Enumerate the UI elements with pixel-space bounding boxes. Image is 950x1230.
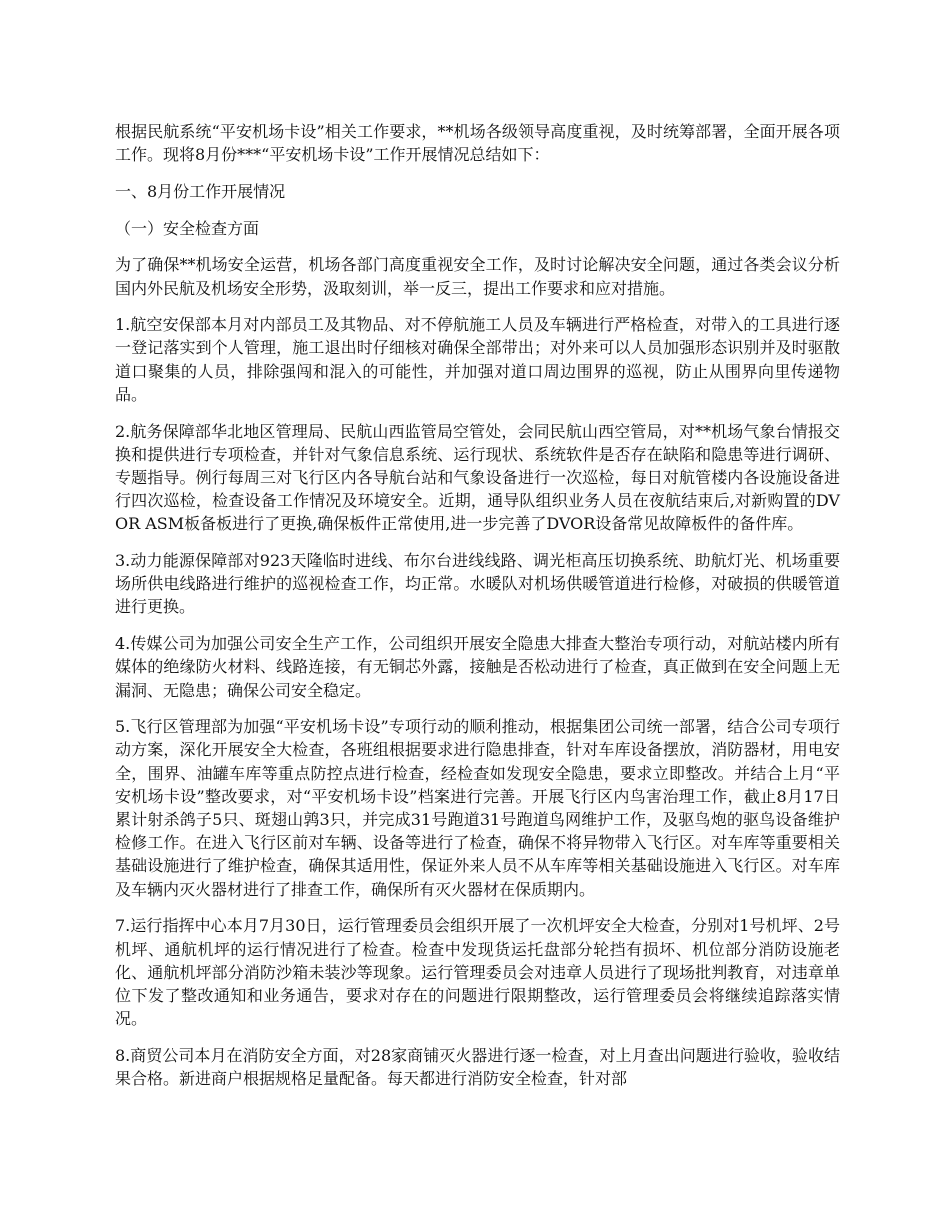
- document-body: [115, 120, 840, 1104]
- item-paragraph-air-navigation: 2.航务保障部华北地区管理局、民航山西监管局空管处，会同民航山西空管局，对**机场气象台情报交换和提供进行专项检查，并针对气象信息系统、运行现状、系统软件是否存在缺陷和隐患等进行调研、专题指导。例行每周三对飞行区内各导航台站和气象设备进行一次巡检，每日对航管楼内各设施设备进行四次巡检，检查设备工作情况及环境安全。近期，通导队组织业务人员在夜航结束后,对新购置的DVOR ASM板备板进行了更换,确保板件正常使用,进一步完善了DVOR设备常见故障板件的备件库。: [115, 421, 840, 534]
- safety-intro-paragraph: 为了确保**机场安全运营，机场各部门高度重视安全工作，及时讨论解决安全问题，通过各类会议分析国内外民航及机场安全形势，汲取刻训，举一反三，提出工作要求和应对措施。: [115, 255, 840, 298]
- item-paragraph-airfield-management: 5.飞行区管理部为加强“平安机场卡设”专项行动的顺利推动，根据集团公司统一部署，结合公司专项行动方案，深化开展安全大检查，各班组根据要求进行隐患排查，针对车库设备摆放，消防器材，用电安全，围界、油罐车库等重点防控点进行检查，经检查如发现安全隐患，要求立即整改。并结合上月“平安机场卡设”整改要求，对“平安机场卡设”档案进行完善。开展飞行区内鸟害治理工作，截止8月17日累计射杀鸽子5只、斑翅山鹑3只，并完成31号跑道31号跑道鸟网维护工作，及驱鸟炮的驱鸟设备维护检修工作。在进入飞行区前对车辆、设备等进行了检查，确保不将异物带入飞行区。对车库等重要相关基础设施进行了维护检查，确保其适用性，保证外来人员不从车库等相关基础设施进入飞行区。对车库及车辆内灭火器材进行了排查工作，确保所有灭火器材在保质期内。: [115, 717, 840, 899]
- item-paragraph-media-company: 4.传媒公司为加强公司安全生产工作，公司组织开展安全隐患大排查大整治专项行动，对航站楼内所有媒体的绝缘防火材料、线路连接，有无铜芯外露，接触是否松动进行了检查，真正做到在安全问题上无漏洞、无隐患；确保公司安全稳定。: [115, 634, 840, 700]
- item-paragraph-commerce-company: 8.商贸公司本月在消防安全方面，对28家商铺灭火器进行逐一检查，对上月查出问题进行验收，验收结果合格。新进商户根据规格足量配备。每天都进行消防安全检查，针对部: [115, 1045, 840, 1089]
- subsection-heading: （一）安全检查方面: [115, 218, 260, 238]
- item-paragraph-power-energy: 3.动力能源保障部对923天隆临时进线、布尔台进线线路、调光柜高压切换系统、助航灯光、机场重要场所供电线路进行维护的巡视检查工作，均正常。水暖队对机场供暖管道进行检修，对破损的供暖管道进行更换。: [115, 551, 840, 617]
- section-heading: 一、8月份工作开展情况: [115, 181, 286, 201]
- intro-paragraph: 根据民航系统“平安机场卡设”相关工作要求，**机场各级领导高度重视，及时统筹部署，全面开展各项工作。现将8月份***“平安机场卡设”工作开展情况总结如下：: [115, 122, 840, 165]
- item-paragraph-aviation-security: 1.航空安保部本月对内部员工及其物品、对不停航施工人员及车辆进行严格检查，对带入的工具进行逐一登记落实到个人管理，施工退出时仔细核对确保全部带出；对外来可以人员加强形态识别并及时驱散道口聚集的人员，排除强闯和混入的可能性，并加强对道口周边围界的巡视，防止从围界向里传递物品。: [115, 315, 840, 404]
- item-paragraph-operations-center: 7.运行指挥中心本月7月30日，运行管理委员会组织开展了一次机坪安全大检查，分别对1号机坪、2号机坪、通航机坪的运行情况进行了检查。检查中发现货运托盘部分轮挡有损坏、机位部分消防设施老化、通航机坪部分消防沙箱未装沙等现象。运行管理委员会对违章人员进行了现场批判教育，对违章单位下发了整改通知和业务通告，要求对存在的问题进行限期整改，运行管理委员会将继续追踪落实情况。: [115, 916, 840, 1029]
